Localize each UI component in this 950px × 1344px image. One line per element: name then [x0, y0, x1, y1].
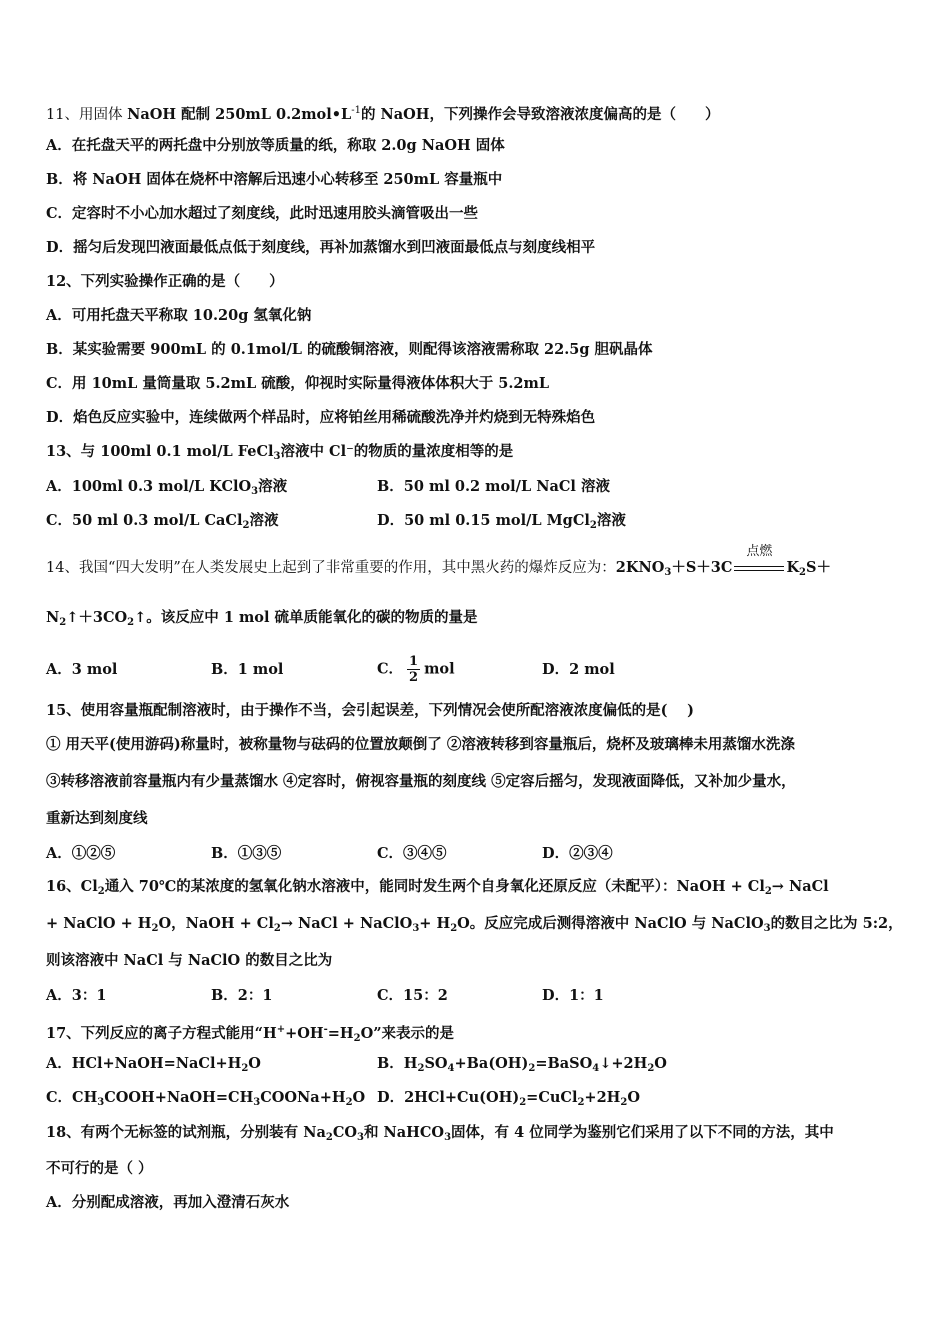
reaction-condition-arrow — [734, 544, 784, 578]
question-13-option-d — [377, 511, 626, 536]
question-15-option-b: B．①③⑤ — [211, 845, 282, 862]
q11-stem-part: 的 NaOH，下列操作会导致溶液浓度偏高的是（ ） — [360, 106, 720, 123]
q17-part: +OH — [285, 1025, 324, 1042]
q17-c-part: COONa+H — [260, 1089, 346, 1106]
q17-sub: 2 — [353, 1033, 361, 1044]
q16-sub: 2 — [97, 886, 105, 897]
q13-d-part: 溶液 — [596, 512, 626, 529]
q17-b-part: O — [654, 1055, 667, 1072]
question-14-stem — [46, 544, 910, 583]
question-16-options — [46, 986, 910, 1006]
q17-sup: - — [323, 1024, 328, 1035]
question-16-stem — [46, 877, 910, 902]
q14-eq-part: K — [786, 559, 800, 576]
q14-c-unit: mol — [424, 660, 455, 678]
question-18-stem-cont: 不可行的是（ ） — [46, 1160, 153, 1177]
q17-part: =H — [327, 1025, 354, 1042]
question-15-option-a: A．①②⑤ — [46, 845, 116, 862]
question-15-option-d: D．②③④ — [542, 845, 613, 862]
q14-stem-part: 14、我国“四大发明”在人类发展史上起到了非常重要的作用，其中黑火药的爆炸反应为： — [46, 560, 616, 576]
q14-l2-sub: 2 — [127, 617, 135, 628]
question-14-option-a: A．3 mol — [46, 660, 118, 678]
question-16-option-b: B．2：1 — [211, 987, 273, 1004]
q13-stem-part: 溶液中 Cl⁻的物质的量浓度相等的是 — [280, 443, 514, 460]
question-14-option-c — [377, 654, 542, 685]
question-15-option-c: C．③④⑤ — [377, 845, 447, 862]
q17-a-part: O — [248, 1055, 261, 1072]
question-12-option-a: A．可用托盘天平称取 10.20g 氢氧化钠 — [46, 307, 312, 324]
question-13-options-row-1 — [46, 477, 910, 502]
q17-part: O”来表示的是 — [360, 1025, 455, 1042]
question-12-option-d: D．焰色反应实验中，连续做两个样品时，应将铂丝用稀硫酸洗净并灼烧到无特殊焰色 — [46, 409, 596, 426]
question-17-options-row-1 — [46, 1054, 910, 1079]
q14-l2-part: N — [46, 609, 60, 626]
question-12-stem: 12、下列实验操作正确的是（ ） — [46, 273, 284, 290]
question-17-option-d — [377, 1088, 640, 1113]
question-17-options-row-2 — [46, 1088, 910, 1113]
question-11-stem — [46, 101, 910, 125]
q13-stem-part: 13、与 100ml 0.1 mol/L FeCl — [46, 443, 274, 460]
question-18-stem — [46, 1123, 910, 1148]
q16-part: + H — [419, 915, 451, 932]
q17-b-sub: 2 — [417, 1063, 425, 1074]
q16-sub: 3 — [763, 923, 771, 934]
q13-d-part: D．50 ml 0.15 mol/L MgCl — [377, 512, 590, 529]
question-13-option-a — [46, 477, 377, 502]
question-15-item-line-2: ③转移溶液前容量瓶内有少量蒸馏水 ④定容时，俯视容量瓶的刻度线 ⑤定容后摇匀，发现液面降低，又补加少量水， — [46, 773, 796, 790]
q18-part: CO — [332, 1124, 358, 1141]
q17-b-sub: 4 — [592, 1063, 600, 1074]
q17-b-part: =BaSO — [535, 1055, 593, 1072]
q17-d-part: O — [627, 1089, 640, 1106]
question-17-stem — [46, 1020, 910, 1049]
question-15-stem: 15、使用容量瓶配制溶液时，由于操作不当，会引起误差，下列情况会使所配溶液浓度偏低的是( ) — [46, 702, 694, 719]
equals-line-bottom — [734, 570, 784, 571]
q17-b-sub: 4 — [447, 1063, 455, 1074]
question-16-stem-end: 则该溶液中 NaCl 与 NaClO 的数目之比为 — [46, 952, 333, 969]
fraction-numerator: 1 — [409, 654, 419, 669]
question-16-stem-cont — [46, 914, 910, 939]
question-14-options — [46, 654, 910, 685]
q17-d-part: +2H — [584, 1089, 621, 1106]
question-13-stem — [46, 442, 910, 467]
q17-b-part: SO — [424, 1055, 448, 1072]
q16-sub: 2 — [273, 923, 281, 934]
q17-part: 17、下列反应的离子方程式能用“H — [46, 1025, 277, 1042]
q17-c-part: COOH+NaOH=CH — [104, 1089, 254, 1106]
question-16-option-c: C．15：2 — [377, 987, 448, 1004]
question-16-option-a: A．3：1 — [46, 987, 107, 1004]
q16-part: + NaClO + H — [46, 915, 152, 932]
fraction-denominator: 2 — [409, 670, 419, 685]
q17-c-sub: 2 — [345, 1097, 353, 1108]
question-15-item-line-1: ① 用天平(使用游码)称量时，被称量物与砝码的位置放颠倒了 ②溶液转移到容量瓶后，烧杯及玻璃棒未用蒸馏水洗涤 — [46, 736, 795, 753]
q14-eq-sub: 3 — [664, 567, 672, 578]
q16-sub: 3 — [412, 923, 420, 934]
q13-a-part: 溶液 — [258, 478, 288, 495]
q16-part: O，NaOH + Cl — [158, 915, 274, 932]
q16-part: 通入 70℃的某浓度的氢氧化钠水溶液中，能同时发生两个自身氧化还原反应（未配平）：NaOH + Cl — [104, 878, 765, 895]
q17-b-sub: 2 — [647, 1063, 655, 1074]
q17-a-part: A．HCl+NaOH=NaCl+H — [46, 1055, 242, 1072]
question-11-option-b: B．将 NaOH 固体在烧杯中溶解后迅速小心转移至 250mL 容量瓶中 — [46, 171, 503, 188]
q17-d-part: =CuCl — [526, 1089, 578, 1106]
q16-sub: 2 — [151, 923, 159, 934]
q17-b-part: +Ba(OH) — [454, 1055, 529, 1072]
q18-part: 和 NaHCO — [363, 1124, 445, 1141]
q11-stem-part: NaOH 配制 250mL 0.2mol•L — [127, 106, 352, 123]
question-17-option-b — [377, 1054, 667, 1079]
question-13-option-c — [46, 511, 377, 536]
q14-eq-sub: 2 — [799, 567, 807, 578]
q18-sub: 3 — [357, 1132, 364, 1143]
q18-sub: 3 — [444, 1132, 452, 1143]
q11-stem-sup: -1 — [351, 105, 361, 116]
q17-c-sub: 3 — [253, 1097, 261, 1108]
q14-eq-part: ＋S＋3C — [671, 559, 733, 576]
question-15-options — [46, 844, 910, 864]
q11-stem-part: 11、用固体 — [46, 107, 128, 123]
question-11-option-d: D．摇匀后发现凹液面最低点低于刻度线，再补加蒸馏水到凹液面最低点与刻度线相平 — [46, 239, 596, 256]
q14-l2-sub: 2 — [59, 617, 67, 628]
reaction-condition-label: 点燃 — [746, 544, 773, 559]
q17-c-sub: 3 — [97, 1097, 105, 1108]
q18-part: 18、有两个无标签的试剂瓶，分别装有 Na — [46, 1124, 326, 1141]
q16-sub: 2 — [764, 886, 772, 897]
q13-c-part: C．50 ml 0.3 mol/L CaCl — [46, 512, 243, 529]
question-13-options-row-2 — [46, 511, 910, 536]
q14-eq-part: 2KNO — [615, 559, 665, 576]
q17-c-part: C．CH — [46, 1089, 98, 1106]
q14-l2-part: ↑。该反应中 1 mol 硫单质能氧化的碳的物质的量是 — [134, 609, 478, 626]
q14-l2-part: ↑＋3CO — [66, 609, 128, 626]
q16-sub: 2 — [450, 923, 458, 934]
fraction-one-half — [407, 654, 420, 685]
q17-d-sub: 2 — [519, 1097, 527, 1108]
question-16-option-d: D．1：1 — [542, 987, 604, 1004]
q16-part: 的数目之比为 5:2， — [770, 915, 903, 932]
q13-stem-sub: 3 — [273, 451, 281, 462]
q13-c-sub: 2 — [242, 520, 250, 531]
q17-b-part: ↓+2H — [599, 1055, 648, 1072]
question-18-option-a: A．分别配成溶液，再加入澄清石灰水 — [46, 1194, 290, 1211]
q17-d-sub: 2 — [577, 1097, 585, 1108]
q13-a-part: A．100ml 0.3 mol/L KClO — [46, 478, 252, 495]
question-11-option-a: A．在托盘天平的两托盘中分别放等质量的纸，称取 2.0g NaOH 固体 — [46, 137, 505, 154]
q17-b-part: B．H — [377, 1055, 418, 1072]
q17-c-part: O — [352, 1089, 366, 1106]
q14-eq-part: S＋ — [806, 559, 831, 576]
q17-sup: + — [276, 1024, 286, 1035]
q16-part: O。反应完成后测得溶液中 NaClO 与 NaClO — [457, 915, 764, 932]
q13-c-part: 溶液 — [249, 512, 279, 529]
q18-sub: 2 — [325, 1132, 333, 1143]
q13-a-sub: 3 — [251, 486, 259, 497]
q17-a-sub: 2 — [241, 1063, 249, 1074]
question-14-option-b: B．1 mol — [211, 660, 284, 678]
q17-d-sub: 2 — [620, 1097, 628, 1108]
question-13-option-b: B．50 ml 0.2 mol/L NaCl 溶液 — [377, 478, 610, 495]
q16-part: → NaCl + NaClO — [280, 915, 413, 932]
question-11-option-c: C．定容时不小心加水超过了刻度线，此时迅速用胶头滴管吸出一些 — [46, 205, 479, 222]
q13-d-sub: 2 — [589, 520, 597, 531]
question-12-option-c: C．用 10mL 量筒量取 5.2mL 硫酸，仰视时实际量得液体体积大于 5.2mL — [46, 375, 550, 392]
question-17-option-c — [46, 1088, 377, 1113]
q17-b-sub: 2 — [528, 1063, 536, 1074]
question-14-option-d: D．2 mol — [542, 660, 615, 678]
question-14-stem-cont — [46, 608, 910, 633]
q18-part: 固体，有 4 位同学为鉴别它们采用了以下不同的方法，其中 — [451, 1124, 834, 1141]
q16-part: 16、Cl — [46, 878, 98, 895]
q16-part: → NaCl — [771, 878, 829, 895]
q17-d-part: D．2HCl+Cu(OH) — [377, 1089, 520, 1106]
question-12-option-b: B．某实验需要 900mL 的 0.1mol/L 的硫酸铜溶液，则配得该溶液需称取 22.5g 胆矾晶体 — [46, 341, 653, 358]
question-15-item-line-3: 重新达到刻度线 — [46, 810, 148, 827]
equals-line-top — [734, 566, 784, 567]
q14-c-label: C． — [377, 660, 404, 678]
question-17-option-a — [46, 1054, 377, 1079]
